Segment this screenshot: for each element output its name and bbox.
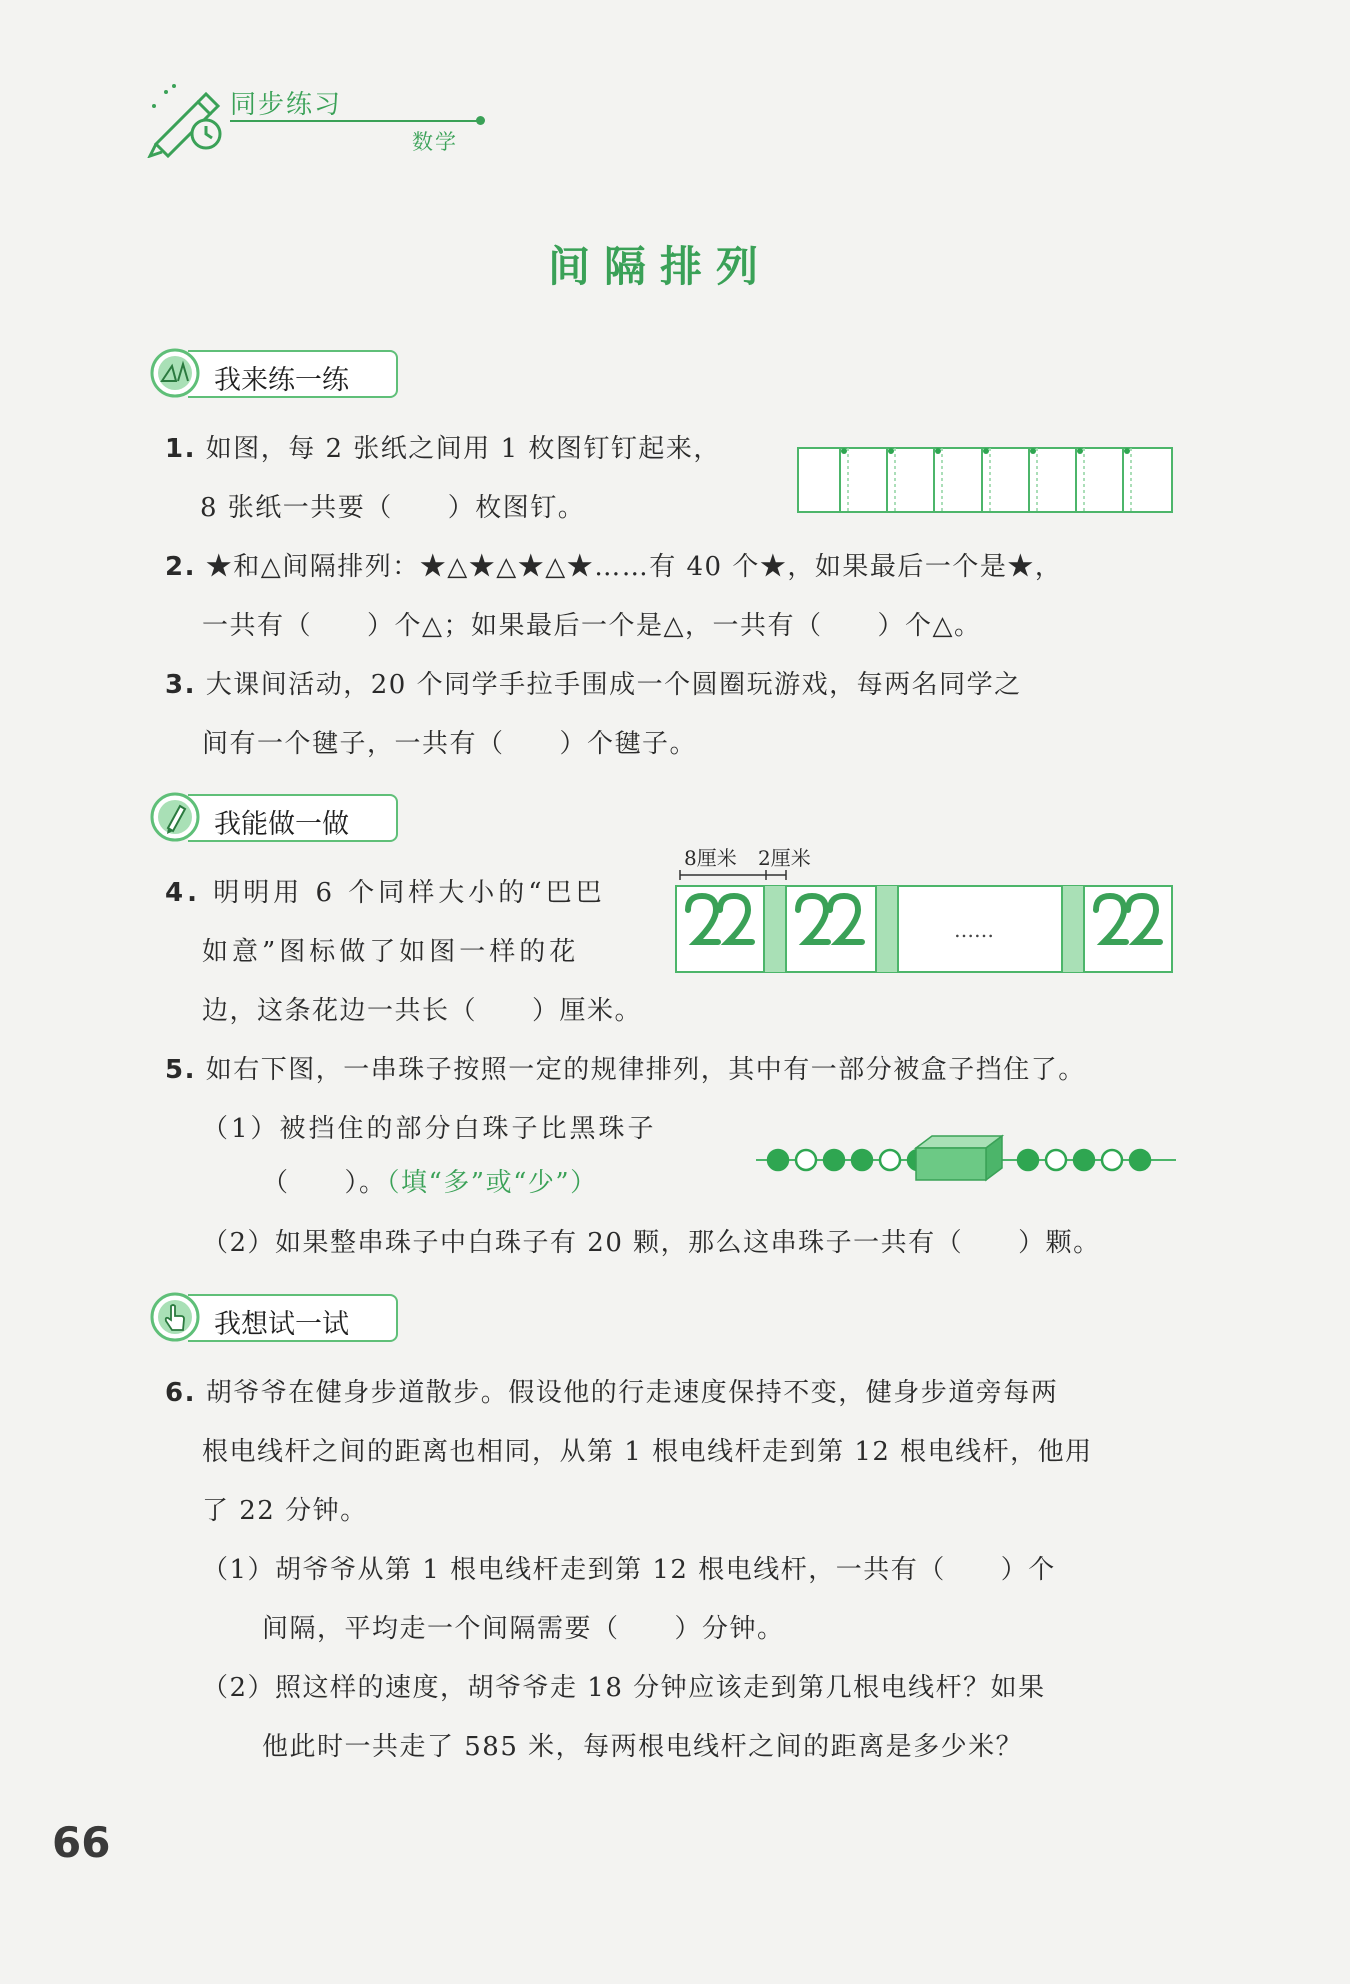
question-6-sub1: （1）胡爷爷从第 1 根电线杆走到第 12 根电线杆，一共有（ ）个 (202, 1555, 1056, 1585)
section-title: 我想试一试 (214, 1309, 349, 1340)
ellipsis: …… (954, 918, 994, 942)
white-bead (1046, 1150, 1066, 1170)
question-1: 1. 如图，每 2 张纸之间用 1 枚图钉钉起来， (165, 434, 721, 464)
question-2: 2. ★和△间隔排列：★△★△★△★……有 40 个★，如果最后一个是★， (165, 552, 1063, 582)
page-title: 间隔排列 (547, 242, 772, 291)
question-4-line2: 如意”图标做了如图一样的花 (202, 937, 580, 967)
question-6-line2: 根电线杆之间的距离也相同，从第 1 根电线杆走到第 12 根电线杆，他用 (202, 1437, 1093, 1467)
subject-label: 数学 (412, 130, 458, 154)
question-4-line3: 边，这条花边一共长（ ）厘米。 (202, 996, 643, 1026)
pencil-clock-icon (146, 78, 236, 158)
black-bead (824, 1150, 844, 1170)
question-5-sub2: （2）如果整串珠子中白珠子有 20 颗，那么这串珠子一共有（ ）颗。 (202, 1228, 1101, 1258)
white-bead (796, 1150, 816, 1170)
black-bead (1074, 1150, 1094, 1170)
question-6-sub2-line2: 他此时一共走了 585 米，每两根电线杆之间的距离是多少米？ (262, 1732, 1024, 1762)
pencil-icon (150, 792, 200, 842)
header-logo (146, 78, 486, 158)
question-4: 4. 明明用 6 个同样大小的“巴巴 (165, 878, 606, 908)
question-5: 5. 如右下图，一串珠子按照一定的规律排列，其中有一部分被盒子挡住了。 (165, 1055, 1086, 1085)
ruyi-border-figure (672, 842, 1176, 976)
ruyi-strip (672, 882, 1176, 976)
section-title: 我能做一做 (214, 809, 349, 840)
ruler-icon (150, 348, 200, 398)
white-bead (1102, 1150, 1122, 1170)
pointing-hand-icon (150, 1292, 200, 1342)
question-1-line2: 8 张纸一共要（ ）枚图钉。 (200, 493, 586, 523)
question-3-line2: 间有一个毽子，一共有（ ）个毽子。 (202, 729, 698, 759)
bead-string-figure (756, 1128, 1176, 1184)
section-title: 我来练一练 (214, 365, 349, 396)
paper-strip-figure (796, 444, 1176, 516)
question-3: 3. 大课间活动，20 个同学手拉手围成一个圆圈玩游戏，每两名同学之 (165, 670, 1022, 700)
white-bead (880, 1150, 900, 1170)
label-2cm: 2厘米 (758, 846, 811, 870)
question-6-sub1-line2: 间隔，平均走一个间隔需要（ ）分钟。 (262, 1614, 785, 1644)
question-5-sub1-answer: （ ）。（填“多”或“少”） (262, 1168, 598, 1198)
header-rule-dot (476, 116, 485, 125)
page-number: 66 (52, 1818, 111, 1867)
header-rule (230, 120, 480, 122)
black-bead (768, 1150, 788, 1170)
question-6-line3: 了 22 分钟。 (202, 1496, 368, 1526)
question-5-sub1: （1）被挡住的部分白珠子比黑珠子 (202, 1114, 657, 1144)
box (916, 1136, 1002, 1180)
question-2-line2: 一共有（ ）个△；如果最后一个是△，一共有（ ）个△。 (202, 611, 982, 641)
question-6-sub2: （2）照这样的速度，胡爷爷走 18 分钟应该走到第几根电线杆？如果 (202, 1673, 1046, 1703)
black-bead (1130, 1150, 1150, 1170)
series-title: 同步练习 (230, 90, 343, 120)
label-8cm: 8厘米 (684, 846, 737, 870)
question-6: 6. 胡爷爷在健身步道散步。假设他的行走速度保持不变，健身步道旁每两 (165, 1378, 1059, 1408)
fill-hint: （填“多”或“少”） (386, 1168, 598, 1198)
black-bead (1018, 1150, 1038, 1170)
dimension-lines (672, 868, 792, 882)
black-bead (852, 1150, 872, 1170)
